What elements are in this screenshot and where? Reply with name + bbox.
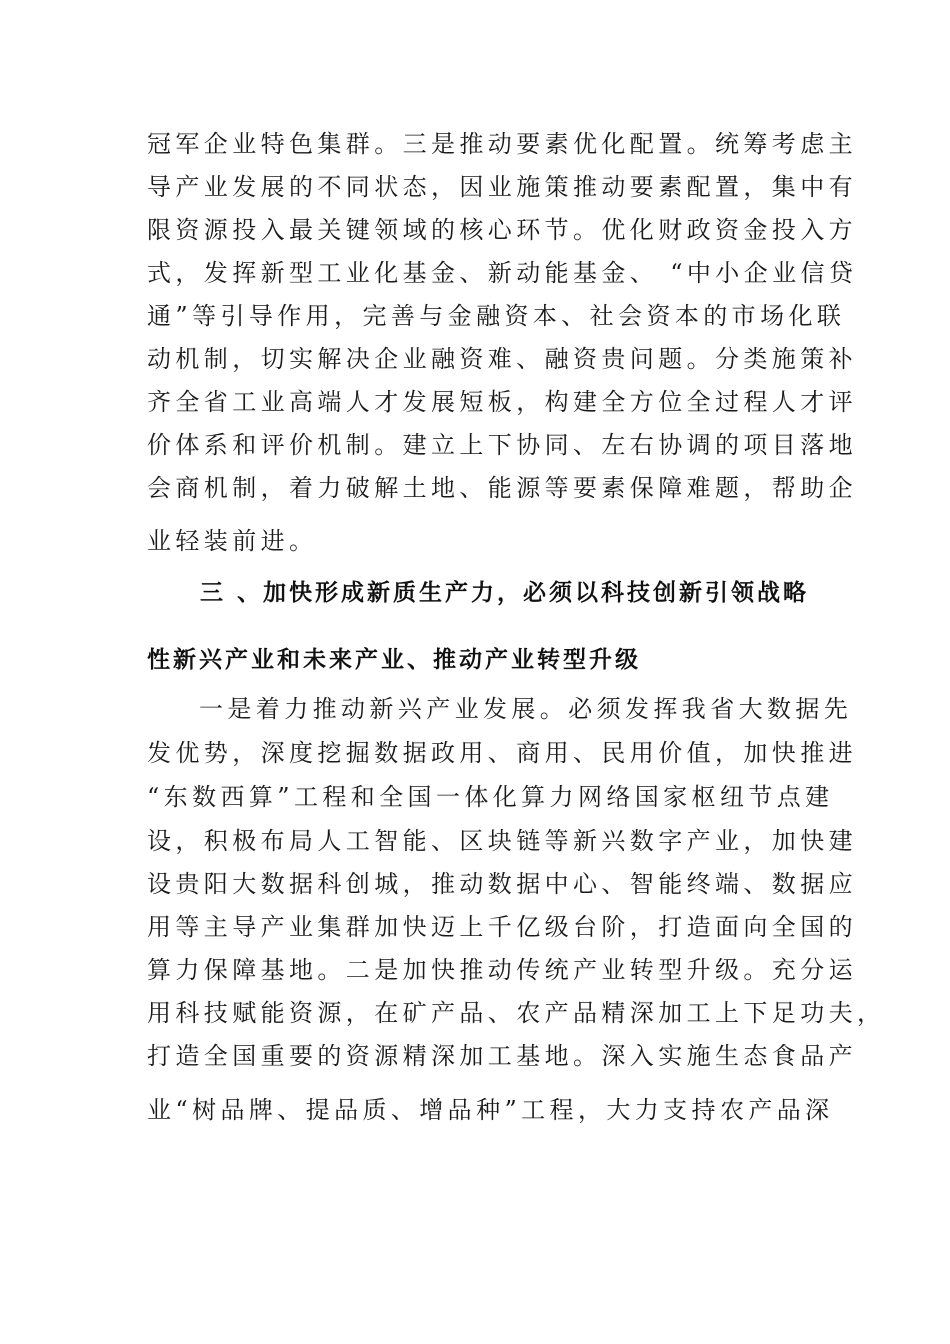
paragraph-line: 冠军企业特色集群。三是推动要素优化配置。统筹考虑主: [147, 130, 857, 158]
paragraph-line: 业轻装前进。: [147, 527, 318, 555]
section-heading-line2: 性新兴产业和未来产业、推动产业转型升级: [147, 647, 641, 673]
paragraph-line: 动机制，切实解决企业融资难、融资贵问题。分类施策补: [147, 345, 857, 373]
paragraph-line: 用科技赋能资源，在矿产品、农产品精深加工上下足功夫，: [147, 999, 886, 1027]
paragraph-line: 打造全国重要的资源精深加工基地。深入实施生态食品产: [147, 1042, 857, 1070]
paragraph-line: 设，积极布局人工智能、区块链等新兴数字产业，加快建: [147, 827, 857, 855]
paragraph-line: 业“树品牌、提品质、增品种”工程，大力支持农产品深: [147, 1096, 834, 1124]
paragraph-line: 齐全省工业高端人才发展短板，构建全方位全过程人才评: [147, 388, 857, 416]
section-heading-line1: 三 、加快形成新质生产力，必须以科技创新引领战略: [200, 580, 810, 606]
paragraph-line: 通”等引导作用，完善与金融资本、社会资本的市场化联: [147, 302, 846, 330]
paragraph-line: 限资源投入最关键领域的核心环节。优化财政资金投入方: [147, 216, 857, 244]
paragraph-line: 算力保障基地。二是加快推动传统产业转型升级。充分运: [147, 956, 857, 984]
paragraph-line: 价体系和评价机制。建立上下协同、左右协调的项目落地: [147, 431, 857, 459]
paragraph-line: “东数西算”工程和全国一体化算力网络国家枢纽节点建: [147, 783, 834, 811]
paragraph-line: 用等主导产业集群加快迈上千亿级台阶，打造面向全国的: [147, 913, 857, 941]
paragraph-line: 发优势，深度挖掘数据政用、商用、民用价值，加快推进: [147, 739, 857, 767]
paragraph-line: 设贵阳大数据科创城，推动数据中心、智能终端、数据应: [147, 870, 857, 898]
paragraph-line: 导产业发展的不同状态，因业施策推动要素配置，集中有: [147, 173, 857, 201]
paragraph-line: 会商机制，着力破解土地、能源等要素保障难题，帮助企: [147, 474, 857, 502]
paragraph-line: 式，发挥新型工业化基金、新动能基金、 “中小企业信贷: [147, 259, 858, 287]
paragraph-line: 一是着力推动新兴产业发展。必须发挥我省大数据先: [199, 695, 853, 723]
